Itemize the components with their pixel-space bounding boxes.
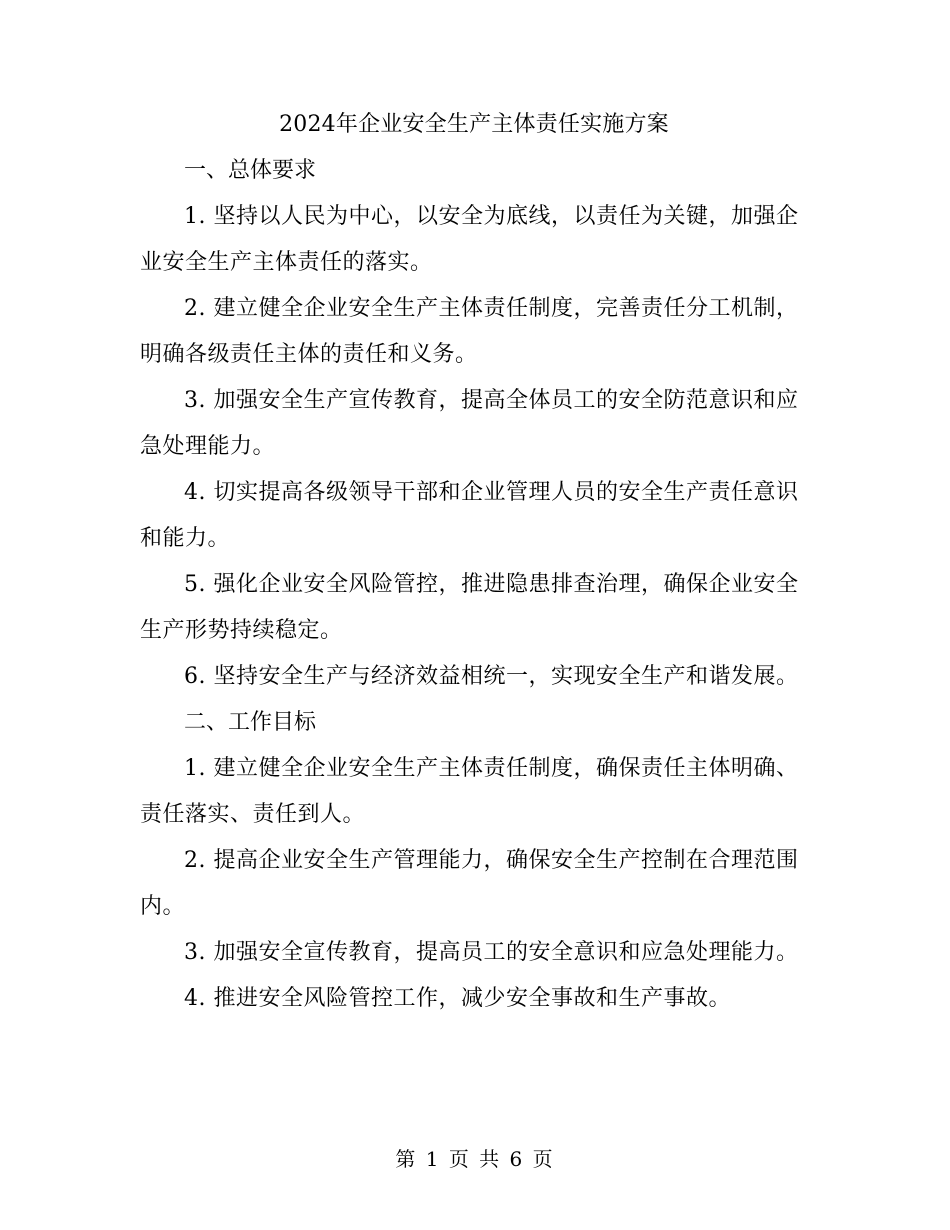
document-body xyxy=(140,102,808,1022)
paragraph: 3. 加强安全宣传教育，提高员工的安全意识和应急处理能力。 xyxy=(184,940,799,965)
section-heading-work-goals: 二、工作目标 xyxy=(184,710,317,735)
document-title: 2024年企业安全生产主体责任实施方案 xyxy=(279,112,669,137)
paragraph: 1. 建立健全企业安全生产主体责任制度，确保责任主体明确、责任落实、责任到人。 xyxy=(140,756,799,827)
paragraph: 4. 切实提高各级领导干部和企业管理人员的安全生产责任意识和能力。 xyxy=(140,480,799,551)
paragraph: 1. 坚持以人民为中心，以安全为底线，以责任为关键，加强企业安全生产主体责任的落实。 xyxy=(140,204,799,275)
paragraph: 6. 坚持安全生产与经济效益相统一，实现安全生产和谐发展。 xyxy=(184,664,799,689)
paragraph: 3. 加强安全生产宣传教育，提高全体员工的安全防范意识和应急处理能力。 xyxy=(140,388,799,459)
paragraph: 2. 建立健全企业安全生产主体责任制度，完善责任分工机制，明确各级责任主体的责任和义务。 xyxy=(140,296,799,367)
paragraph: 4. 推进安全风险管控工作，减少安全事故和生产事故。 xyxy=(184,986,731,1011)
page-number-footer: 第 1 页 共 6 页 xyxy=(395,1147,555,1171)
section-heading-general-requirements: 一、总体要求 xyxy=(184,158,317,183)
paragraph: 2. 提高企业安全生产管理能力，确保安全生产控制在合理范围内。 xyxy=(140,848,799,919)
paragraph: 5. 强化企业安全风险管控，推进隐患排查治理，确保企业安全生产形势持续稳定。 xyxy=(140,572,799,643)
